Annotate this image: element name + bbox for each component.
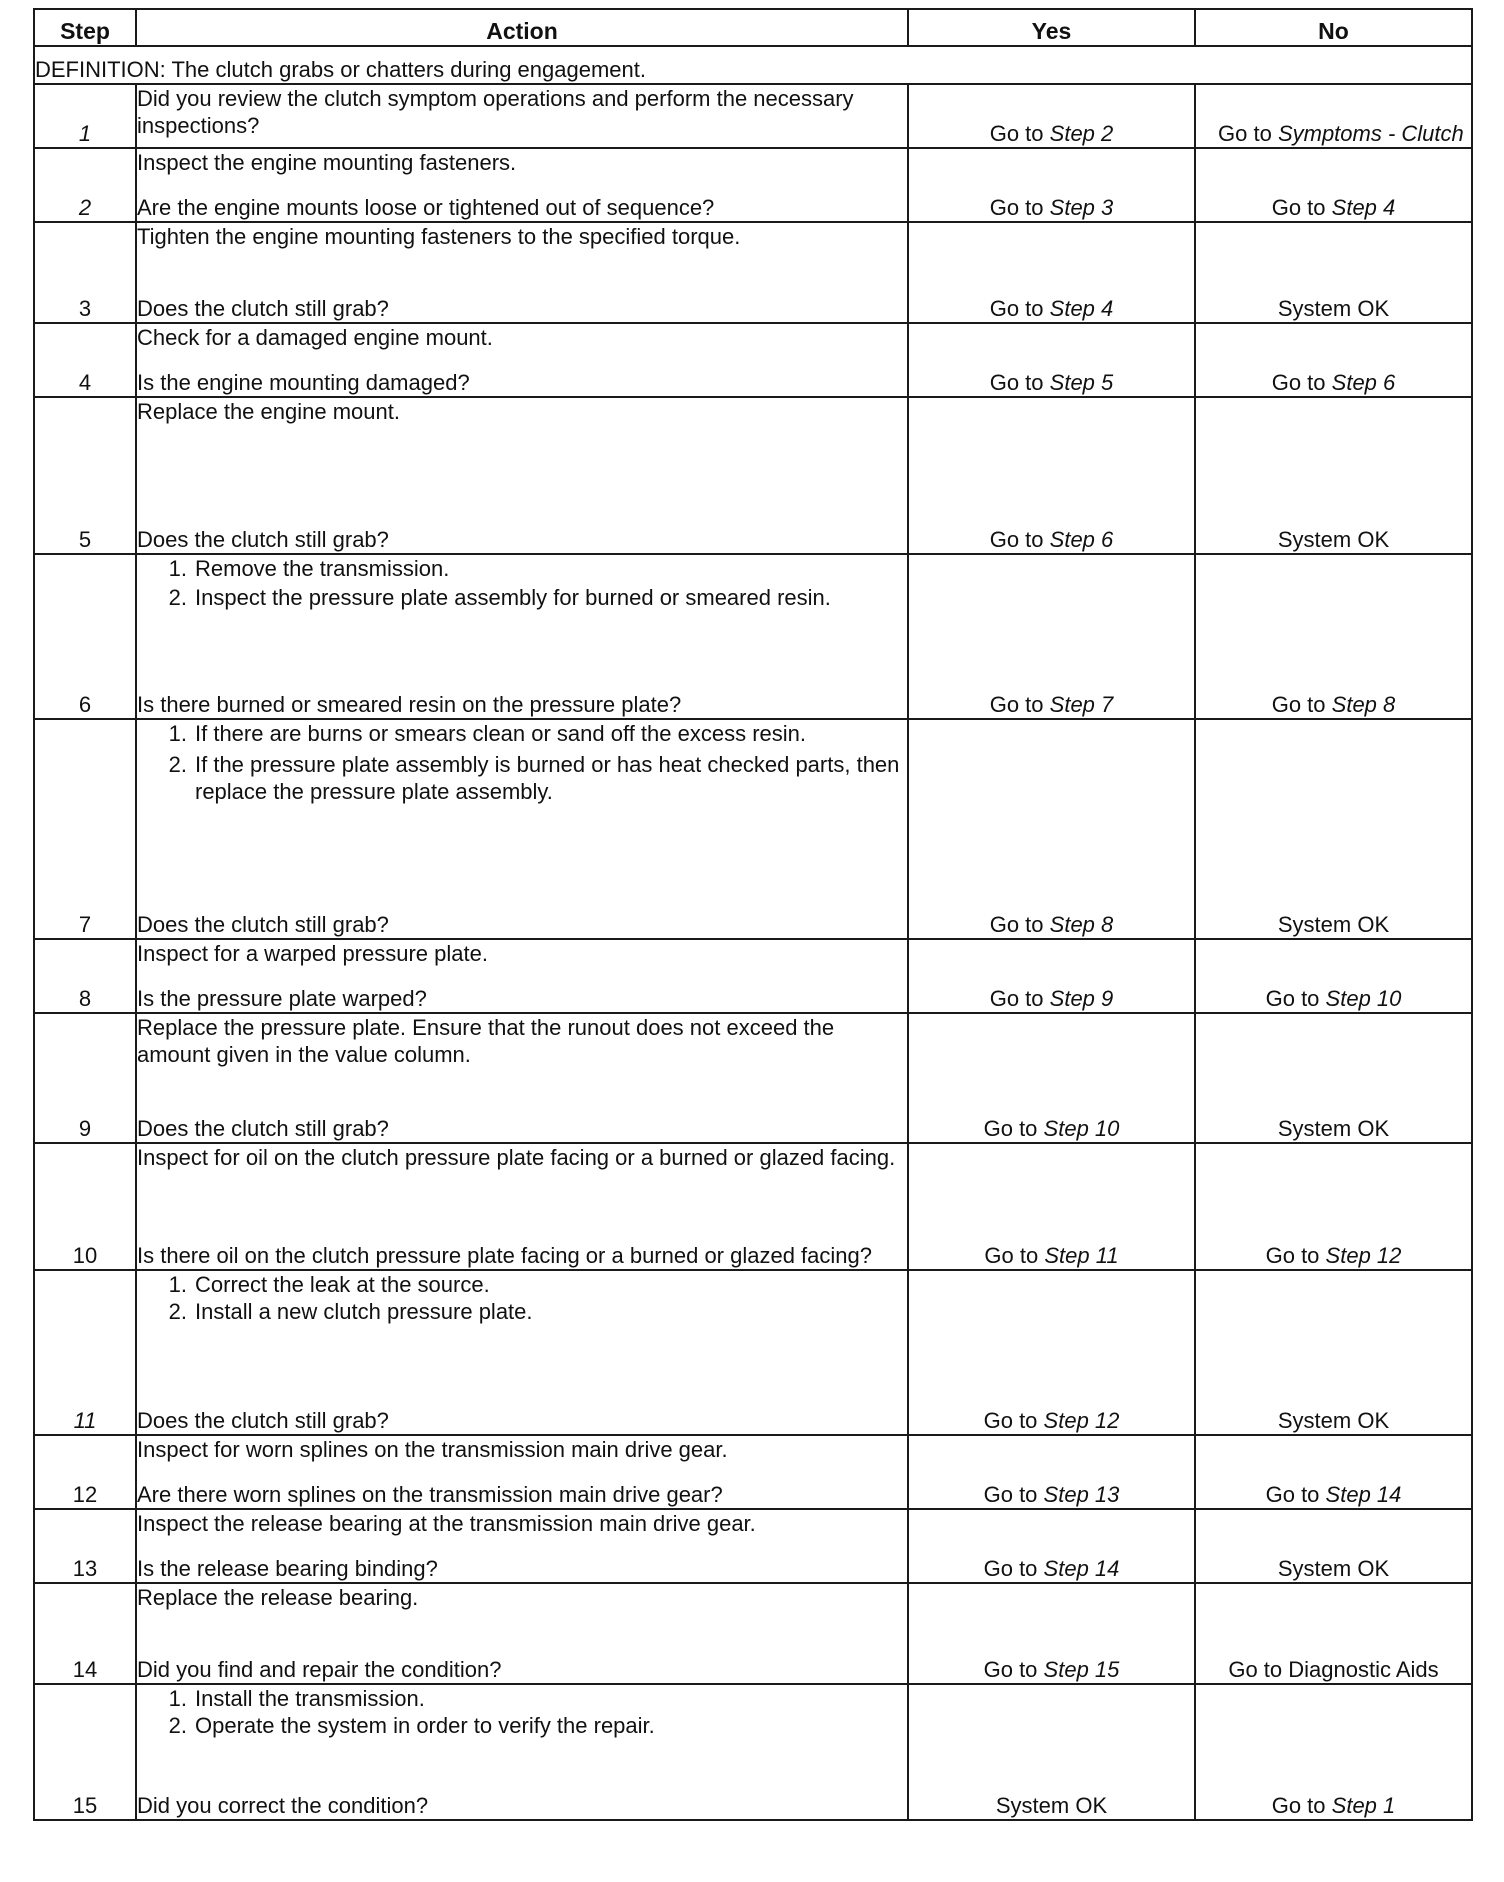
table-row xyxy=(34,84,1472,148)
yes-outcome xyxy=(908,222,1195,323)
action-cell xyxy=(136,1684,908,1820)
list-item-text: Install the transmission. xyxy=(195,1686,425,1711)
action-list-item xyxy=(137,1712,907,1739)
header-action: Action xyxy=(136,9,908,46)
action-list-item xyxy=(137,1298,907,1325)
action-content xyxy=(137,1144,907,1269)
action-instruction: Replace the engine mount. xyxy=(137,399,400,424)
step-number: 14 xyxy=(34,1583,136,1684)
action-list-item xyxy=(137,751,907,805)
table-row xyxy=(34,719,1472,939)
action-list xyxy=(137,720,907,805)
step-number: 6 xyxy=(34,554,136,719)
header-step: Step xyxy=(34,9,136,46)
yes-outcome xyxy=(908,397,1195,554)
yes-outcome xyxy=(908,148,1195,222)
no-outcome xyxy=(1195,719,1472,939)
yes-outcome-step-link[interactable]: Step 9 xyxy=(1049,986,1114,1011)
no-outcome xyxy=(1195,939,1472,1013)
yes-outcome-step-link[interactable]: Step 3 xyxy=(1049,195,1114,220)
list-item-number: 2. xyxy=(168,752,187,777)
yes-outcome xyxy=(908,554,1195,719)
action-content xyxy=(137,1685,907,1819)
yes-outcome-prefix: Go to xyxy=(983,1657,1038,1682)
action-instruction: Tighten the engine mounting fasteners to the specified torque. xyxy=(137,224,741,249)
action-cell xyxy=(136,554,908,719)
list-item-text: Install a new clutch pressure plate. xyxy=(195,1299,533,1324)
table-row xyxy=(34,222,1472,323)
action-question: Does the clutch still grab? xyxy=(137,296,389,321)
action-cell xyxy=(136,1509,908,1583)
action-content xyxy=(137,223,907,322)
no-outcome xyxy=(1195,1143,1472,1270)
step-number: 1 xyxy=(34,84,136,148)
step-number: 5 xyxy=(34,397,136,554)
no-outcome xyxy=(1195,1583,1472,1684)
no-outcome xyxy=(1195,1435,1472,1509)
action-cell xyxy=(136,323,908,397)
yes-outcome-step-link[interactable]: Step 10 xyxy=(1043,1116,1120,1141)
list-item-number: 1. xyxy=(168,1686,187,1711)
yes-outcome xyxy=(908,84,1195,148)
no-outcome xyxy=(1195,554,1472,719)
action-question: Is the release bearing binding? xyxy=(137,1556,438,1581)
yes-outcome-step-link[interactable]: Step 7 xyxy=(1049,692,1114,717)
action-question: Is the engine mounting damaged? xyxy=(137,370,470,395)
action-cell xyxy=(136,84,908,148)
yes-outcome-step-link[interactable]: Step 12 xyxy=(1043,1408,1120,1433)
no-outcome-text: System OK xyxy=(1277,527,1390,552)
no-outcome xyxy=(1195,148,1472,222)
action-content xyxy=(137,85,907,147)
yes-outcome xyxy=(908,1684,1195,1820)
action-question: Is the pressure plate warped? xyxy=(137,986,427,1011)
yes-outcome-step-link[interactable]: Step 14 xyxy=(1043,1556,1120,1581)
no-outcome xyxy=(1195,1684,1472,1820)
no-outcome-text: Go to Diagnostic Aids xyxy=(1228,1657,1439,1682)
action-instruction: Check for a damaged engine mount. xyxy=(137,325,493,350)
no-outcome-step-link[interactable]: Step 8 xyxy=(1331,692,1396,717)
yes-outcome-prefix: Go to xyxy=(989,296,1044,321)
table-row xyxy=(34,1583,1472,1684)
yes-outcome-prefix: Go to xyxy=(984,1243,1039,1268)
action-cell xyxy=(136,397,908,554)
yes-outcome xyxy=(908,1509,1195,1583)
yes-outcome xyxy=(908,1435,1195,1509)
diagnostic-table-wrapper xyxy=(33,8,1471,1821)
no-outcome-prefix: Go to xyxy=(1271,1793,1326,1818)
step-number: 2 xyxy=(34,148,136,222)
no-outcome xyxy=(1195,1270,1472,1435)
table-row xyxy=(34,1270,1472,1435)
list-item-number: 2. xyxy=(168,585,187,610)
yes-outcome xyxy=(908,323,1195,397)
action-instruction: Inspect for oil on the clutch pressure plate facing or a burned or glazed facing. xyxy=(137,1145,896,1170)
no-outcome-step-link[interactable]: Step 1 xyxy=(1331,1793,1396,1818)
action-content xyxy=(137,555,907,718)
action-instruction: Inspect the release bearing at the transmission main drive gear. xyxy=(137,1511,756,1536)
yes-outcome-prefix: Go to xyxy=(989,195,1044,220)
yes-outcome-step-link[interactable]: Step 4 xyxy=(1049,296,1114,321)
no-outcome-text: System OK xyxy=(1277,1556,1390,1581)
action-list-item xyxy=(137,1685,907,1712)
step-number: 8 xyxy=(34,939,136,1013)
action-cell xyxy=(136,1270,908,1435)
list-item-text: Inspect the pressure plate assembly for burned or smeared resin. xyxy=(195,585,831,610)
action-content xyxy=(137,940,907,1012)
action-instruction: Inspect for worn splines on the transmission main drive gear. xyxy=(137,1437,728,1462)
no-outcome-step-link[interactable]: Step 14 xyxy=(1325,1482,1402,1507)
no-outcome-prefix: Go to xyxy=(1218,121,1272,146)
yes-outcome-prefix: Go to xyxy=(989,527,1044,552)
action-instruction: Did you review the clutch symptom operations and perform the necessary inspections? xyxy=(137,86,854,138)
yes-outcome-prefix: Go to xyxy=(989,986,1044,1011)
step-number: 11 xyxy=(34,1270,136,1435)
yes-outcome-step-link[interactable]: Step 8 xyxy=(1049,912,1114,937)
yes-outcome-step-link[interactable]: Step 15 xyxy=(1043,1657,1120,1682)
action-question: Does the clutch still grab? xyxy=(137,1116,389,1141)
list-item-number: 1. xyxy=(168,721,187,746)
no-outcome-step-link[interactable]: Step 12 xyxy=(1325,1243,1402,1268)
action-instruction: Inspect for a warped pressure plate. xyxy=(137,941,488,966)
no-outcome-text: System OK xyxy=(1277,1408,1390,1433)
no-outcome-step-link[interactable]: Step 6 xyxy=(1331,370,1396,395)
yes-outcome-prefix: Go to xyxy=(983,1408,1038,1433)
action-cell xyxy=(136,1583,908,1684)
table-row xyxy=(34,1013,1472,1143)
step-number: 9 xyxy=(34,1013,136,1143)
no-outcome xyxy=(1195,323,1472,397)
step-number: 7 xyxy=(34,719,136,939)
action-cell xyxy=(136,148,908,222)
action-list xyxy=(137,555,907,611)
no-outcome-prefix: Go to xyxy=(1271,195,1326,220)
yes-outcome xyxy=(908,939,1195,1013)
action-question: Is there oil on the clutch pressure plate facing or a burned or glazed facing? xyxy=(137,1243,873,1268)
step-number: 13 xyxy=(34,1509,136,1583)
yes-outcome xyxy=(908,1013,1195,1143)
action-list-item xyxy=(137,1271,907,1298)
action-content xyxy=(137,1271,907,1434)
action-cell xyxy=(136,1143,908,1270)
action-question: Did you correct the condition? xyxy=(137,1793,429,1818)
no-outcome xyxy=(1195,222,1472,323)
action-list-item xyxy=(137,584,907,611)
yes-outcome-step-link[interactable]: Step 2 xyxy=(1049,121,1114,146)
action-instruction: Replace the pressure plate. Ensure that the runout does not exceed the amount given in the value column. xyxy=(137,1015,835,1067)
yes-outcome-prefix: Go to xyxy=(983,1116,1038,1141)
no-outcome-text: System OK xyxy=(1277,912,1390,937)
yes-outcome-text: System OK xyxy=(995,1793,1108,1818)
action-instruction: Replace the release bearing. xyxy=(137,1585,419,1610)
list-item-text: If the pressure plate assembly is burned or has heat checked parts, then replace the pressure plate assembly. xyxy=(195,752,900,804)
list-item-text: Correct the leak at the source. xyxy=(195,1272,490,1297)
action-cell xyxy=(136,1013,908,1143)
header-yes: Yes xyxy=(908,9,1195,46)
yes-outcome xyxy=(908,1583,1195,1684)
action-question: Does the clutch still grab? xyxy=(137,912,389,937)
yes-outcome-step-link[interactable]: Step 13 xyxy=(1043,1482,1120,1507)
yes-outcome-prefix: Go to xyxy=(989,121,1044,146)
no-outcome xyxy=(1195,1509,1472,1583)
table-row xyxy=(34,148,1472,222)
list-item-number: 1. xyxy=(168,556,187,581)
step-number: 15 xyxy=(34,1684,136,1820)
action-cell xyxy=(136,939,908,1013)
action-list xyxy=(137,1271,907,1325)
definition-text: DEFINITION: The clutch grabs or chatters during engagement. xyxy=(34,46,1472,84)
no-outcome-prefix: Go to xyxy=(1265,1243,1320,1268)
no-outcome-prefix: Go to xyxy=(1271,370,1326,395)
no-outcome xyxy=(1195,84,1472,148)
yes-outcome-prefix: Go to xyxy=(983,1556,1038,1581)
yes-outcome-step-link[interactable]: Step 11 xyxy=(1044,1243,1119,1268)
yes-outcome-step-link[interactable]: Step 5 xyxy=(1049,370,1114,395)
list-item-text: Remove the transmission. xyxy=(195,556,450,581)
table-row xyxy=(34,939,1472,1013)
no-outcome xyxy=(1195,397,1472,554)
action-question: Is there burned or smeared resin on the pressure plate? xyxy=(137,692,682,717)
table-row xyxy=(34,323,1472,397)
action-content xyxy=(137,1584,907,1683)
step-number: 10 xyxy=(34,1143,136,1270)
yes-outcome xyxy=(908,719,1195,939)
no-outcome-step-link[interactable]: Step 4 xyxy=(1331,195,1396,220)
list-item-number: 2. xyxy=(168,1713,187,1738)
action-content xyxy=(137,149,907,221)
no-outcome-prefix: Go to xyxy=(1265,1482,1320,1507)
action-question: Did you find and repair the condition? xyxy=(137,1657,502,1682)
action-instruction: Inspect the engine mounting fasteners. xyxy=(137,150,517,175)
table-row xyxy=(34,1435,1472,1509)
yes-outcome-step-link[interactable]: Step 6 xyxy=(1049,527,1114,552)
no-outcome-text: System OK xyxy=(1277,1116,1390,1141)
no-outcome-step-link[interactable]: Step 10 xyxy=(1325,986,1402,1011)
action-question: Are the engine mounts loose or tightened out of sequence? xyxy=(137,195,715,220)
list-item-text: If there are burns or smears clean or sand off the excess resin. xyxy=(195,721,807,746)
action-content xyxy=(137,398,907,553)
table-row xyxy=(34,397,1472,554)
action-content xyxy=(137,324,907,396)
no-outcome-prefix: Go to xyxy=(1271,692,1326,717)
list-item-number: 1. xyxy=(168,1272,187,1297)
definition-row xyxy=(34,46,1472,84)
action-content xyxy=(137,1014,907,1142)
action-list-item xyxy=(137,555,907,582)
action-cell xyxy=(136,1435,908,1509)
header-no: No xyxy=(1195,9,1472,46)
table-row xyxy=(34,1509,1472,1583)
no-outcome xyxy=(1195,1013,1472,1143)
yes-outcome-prefix: Go to xyxy=(989,692,1044,717)
table-row xyxy=(34,1143,1472,1270)
step-number: 12 xyxy=(34,1435,136,1509)
action-content xyxy=(137,1510,907,1582)
yes-outcome xyxy=(908,1270,1195,1435)
yes-outcome xyxy=(908,1143,1195,1270)
table-row xyxy=(34,554,1472,719)
header-row xyxy=(34,9,1472,46)
action-question: Are there worn splines on the transmission main drive gear? xyxy=(137,1482,723,1507)
yes-outcome-prefix: Go to xyxy=(983,1482,1038,1507)
action-content xyxy=(137,1436,907,1508)
step-number: 4 xyxy=(34,323,136,397)
action-cell xyxy=(136,719,908,939)
step-number: 3 xyxy=(34,222,136,323)
no-outcome-prefix: Go to xyxy=(1265,986,1320,1011)
list-item-number: 2. xyxy=(168,1299,187,1324)
list-item-text: Operate the system in order to verify the repair. xyxy=(195,1713,655,1738)
action-question: Does the clutch still grab? xyxy=(137,1408,389,1433)
action-list xyxy=(137,1685,907,1739)
action-list-item xyxy=(137,720,907,747)
no-outcome-text: System OK xyxy=(1277,296,1390,321)
action-cell xyxy=(136,222,908,323)
diagnostic-table xyxy=(33,8,1473,1821)
yes-outcome-prefix: Go to xyxy=(989,912,1044,937)
no-outcome-step-link[interactable]: Symptoms - Clutch xyxy=(1277,121,1464,146)
table-row xyxy=(34,1684,1472,1820)
action-content xyxy=(137,720,907,938)
action-question: Does the clutch still grab? xyxy=(137,527,389,552)
yes-outcome-prefix: Go to xyxy=(989,370,1044,395)
